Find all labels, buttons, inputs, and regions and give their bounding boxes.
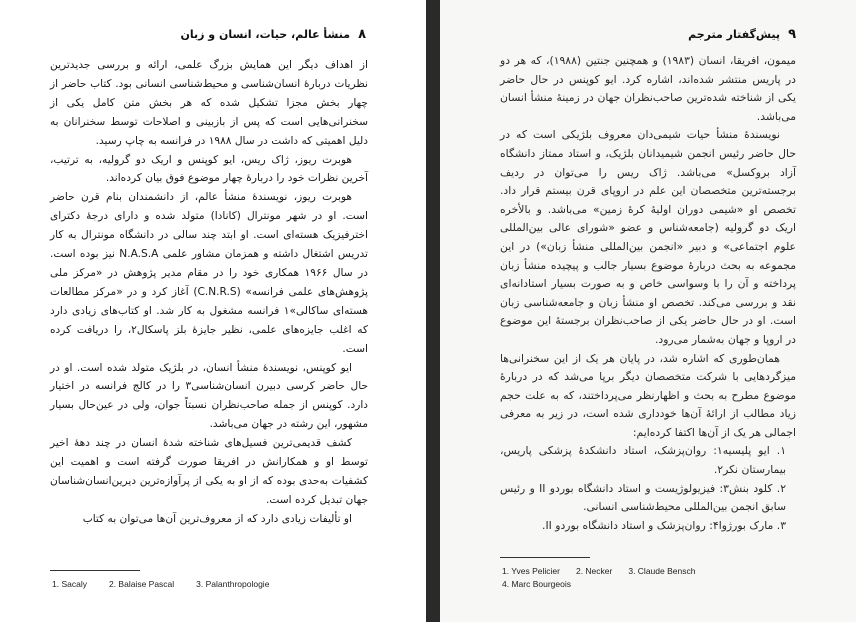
footnote: 2. Necker [575,566,613,576]
footnote: 1. Sacaly [52,579,87,589]
list-item: ۱. ایو پلیسیه۱: روان‌پزشک، استاد دانشکدهٔ پزشکی پاریس، بیمارستان نکر۲. [500,444,786,477]
left-page-number: ۸ [358,26,366,42]
footnote: 3. Claude Bensch [628,566,696,576]
right-page [440,0,856,622]
left-page-body [50,56,368,529]
paragraph: ایو کوپنس، نویسندهٔ منشأ انسان، در بلژیک متولد شده است. او در حال حاضر کرسی دبیرن انسان‌شناسی۳ را در کالج فرانسه در اختیار دارد. کوپنس از جمله صاحب‌نظران نسبتاً جوان، ولی در عین‌حال بسیار مشهور، این رشته در جهان می‌باشد. [50,361,368,431]
right-footnotes [502,566,702,589]
paragraph: او تألیفات زیادی دارد که از معروف‌ترین آن‌ها می‌توان به کتاب [82,512,352,525]
footnote: 1. Yves Pelicier [502,566,560,576]
paragraph: نویسندهٔ منشأ حیات شیمی‌دان معروف بلژیکی است که در حال حاضر رئیس انجمن شیمیدانان بلژیک، و استاد ممتاز دانشگاه آزاد بروکسل» می‌باشد. ژاک ریس را می‌توان در ردیف برجسته‌ترین متخصصان این علم در اروپای قرن بیستم قرار داد. تخصص او «شیمی دوران اولیهٔ کرهٔ زمین» می‌باشد. و بالأخره اریک دو گرولیه (جامعه‌شناس و عضو «شورای عالی بین‌المللی علوم اجتماعی» و دبیر «انجمن بین‌المللی منشأ زبان») در این مجموعه به بحث دربارهٔ موضوع بسیار جالب و پیچیده منشأ زبان پرداخته و آن را با وسواسی خاص و به صورت بسیار استادانه‌ای نقد و بررسی می‌کند. تخصص او منشأ زبان و جامعه‌شناسی زبان است. او در حال حاضر یکی از صاحب‌نظران برجستهٔ این موضوع در اروپا و جهان به‌شمار می‌رود. [500,128,796,346]
footnote: 2. Balaise Pascal [108,579,175,589]
list-item: ۲. کلود بنش۳: فیزیولوژیست و استاد دانشگاه بوردو II و رئیس سابق انجمن بین‌المللی محیط‌شناسی انسانی. [500,481,786,514]
right-page-header [500,24,796,44]
book-spine-gutter [426,0,440,622]
paragraph: هوبرت ریوز، ژاک ریس، ایو کوپنس و اریک دو گرولیه، به ترتیب، آخرین نظرات خود را دربارهٔ چهار موضوع فوق بیان کرده‌اند. [50,153,368,185]
right-page-number: ۹ [788,26,796,42]
paragraph: از اهداف دیگر این همایش بزرگ علمی، ارائه و بررسی جدیدترین نظریات دربارهٔ انسان‌شناسی و محیط‌شناسی انسانی بود. کتاب حاضر از چهار بخش مجزا تشکیل شده که هر بخش متن کامل یکی از سخنرانی‌هایی است که پس از بازبینی و اصلاحات توسط سخنرانان به دلیل اهمیتی که داشت در سال ۱۹۸۸ در فرانسه به چاپ رسید. [50,59,368,147]
left-running-title: منشأ عالم، حیات، انسان و زبان [180,27,351,41]
left-page [0,0,426,622]
right-page-body [500,52,796,535]
list-item: ۳. مارک بورژوا۴: روان‌پزشک و استاد دانشگاه بوردو II. [542,518,786,532]
paragraph: همان‌طوری که اشاره شد، در پایان هر یک از این سخنرانی‌ها میزگردهایی با شرکت متخصصان دیگر برپا می‌شد که در دربارهٔ موضوع مطرح به بحث و اظهارنظر می‌پرداختند، که به علت حجم زیاد مطالب از ارائهٔ آن‌ها خودداری شده است، در زیر به معرفی اجمالی هر یک از آن‌ها اکتفا کرده‌ایم: [500,351,796,439]
left-page-header [50,24,366,44]
footnote: 3. Palanthropologie [196,579,270,589]
right-running-title: پیش‌گفتار مترجم [688,27,781,41]
footnote-divider [500,557,590,558]
paragraph: کشف قدیمی‌ترین فسیل‌های شناخته شدهٔ انسان در چند دههٔ اخیر توسط او و همکارانش در افریقا صورت گرفته است و اهمیت این کشفیات به‌حدی بوده که از او به یکی از پرآوازه‌ترین دیرین‌انسان‌شناسان جهان تبدیل کرده است. [50,437,368,506]
paragraph: میمون، افریقا، انسان (۱۹۸۳) و همچنین جنتین (۱۹۸۸)، که هر دو در پاریس منتشر شده‌اند، اشاره کرد. ایو کوپنس در حال حاضر یکی از شناخته شده‌ترین صاحب‌نظران جهان در زمینهٔ منشأ انسان می‌باشد. [500,54,796,123]
left-footnotes [52,579,269,589]
footnote-divider [50,570,140,571]
paragraph: هوبرت ریوز، نویسندهٔ منشأ عالم، از دانشمندان بنام قرن حاضر است. او در شهر مونترال (کانادا) متولد شده و دارای درجهٔ دکترای اخترفیزیک هسته‌ای است. او ابتد چند سالی در دانشگاه مونترال به کار تدریس اشتغال داشته و همزمان مشاور علمی N.A.S.A نیز بوده است. در سال ۱۹۶۶ همکاری خود را در مقام مدیر پژوهش در «مرکز ملی پژوهش‌های علمی فرانسه» (C.N.R.S) آغاز کرد و در «مرکز مطالعات هسته‌ای ساکالی»۱ فرانسه مشغول به کار شد. او کتاب‌های زیادی دارد که اغلب جایزه‌های علمی، نظیر جایزهٔ بلز پاسکال۲، را دریافت کرده است. [50,191,369,355]
footnote: 4. Marc Bourgeois [502,579,571,589]
